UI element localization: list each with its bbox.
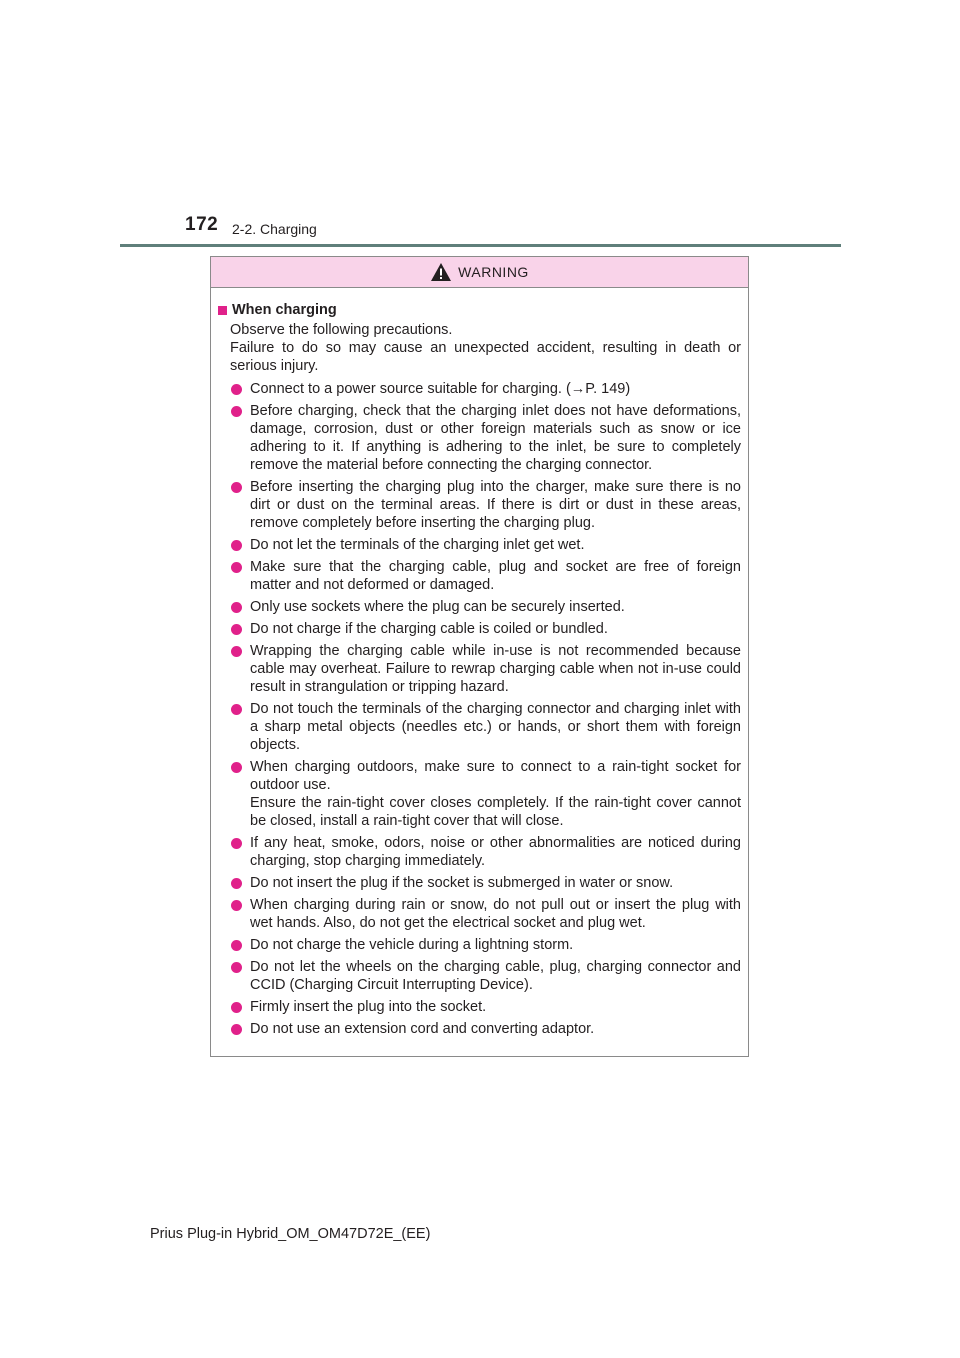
warning-heading [218, 301, 741, 319]
bullet-dot-icon [231, 384, 242, 395]
footer-document-id: Prius Plug-in Hybrid_OM_OM47D72E_(EE) [150, 1226, 431, 1242]
list-item-text: When charging outdoors, make sure to connect to a rain-tight socket for outdoor use. Ensure the rain-tight cover closes completely. If the rain-tight cover cannot be closed, install a rain-tight cover that will close. [250, 759, 741, 829]
list-item [218, 536, 741, 554]
square-bullet-icon [218, 306, 227, 315]
list-item [218, 478, 741, 532]
bullet-dot-icon [231, 962, 242, 973]
list-item-text: Do not touch the terminals of the charging connector and charging inlet with a sharp metal objects (needles etc.) or hands, or short them with foreign objects. [250, 701, 741, 753]
section-title: 2-2. Charging [232, 221, 317, 237]
bullet-dot-icon [231, 562, 242, 573]
intro-line: Observe the following precautions. [230, 322, 453, 338]
list-item [218, 642, 741, 696]
bullet-dot-icon [231, 482, 242, 493]
page-number: 172 [185, 214, 219, 235]
bullet-dot-icon [231, 602, 242, 613]
bullet-dot-icon [231, 762, 242, 773]
list-item-text: Do not use an extension cord and converting adaptor. [250, 1021, 595, 1037]
bullet-dot-icon [231, 624, 242, 635]
list-item [218, 874, 741, 892]
bullet-dot-icon [231, 646, 242, 657]
list-item-text: Do not charge the vehicle during a lightning storm. [250, 937, 574, 953]
list-item [218, 598, 741, 616]
precaution-list [218, 380, 741, 1038]
list-item-text: Connect to a power source suitable for charging. (→P. 149) [250, 381, 631, 397]
list-item [218, 936, 741, 954]
bullet-dot-icon [231, 878, 242, 889]
list-item [218, 758, 741, 830]
warning-heading-text: When charging [232, 302, 337, 318]
list-item [218, 380, 741, 398]
list-item-text: Firmly insert the plug into the socket. [250, 999, 487, 1015]
warning-body [211, 288, 748, 1038]
list-item [218, 998, 741, 1016]
warning-box [210, 256, 749, 1057]
list-item [218, 558, 741, 594]
bullet-dot-icon [231, 540, 242, 551]
list-item-text: Do not charge if the charging cable is coiled or bundled. [250, 621, 608, 637]
list-item-text: Do not let the wheels on the charging cable, plug, charging connector and CCID (Charging Circuit Interrupting Device). [250, 959, 741, 993]
list-item-text: Only use sockets where the plug can be securely inserted. [250, 599, 625, 615]
intro-line: Failure to do so may cause an unexpected accident, resulting in death or serious injury. [230, 340, 741, 374]
warning-triangle-icon [430, 262, 452, 282]
list-item [218, 402, 741, 474]
list-item-text: Make sure that the charging cable, plug and socket are free of foreign matter and not deformed or damaged. [250, 559, 741, 593]
list-item-text: When charging during rain or snow, do not pull out or insert the plug with wet hands. Also, do not get the electrical socket and plug wet. [250, 897, 741, 931]
list-item [218, 896, 741, 932]
list-item [218, 958, 741, 994]
header-divider [120, 244, 841, 247]
warning-title: WARNING [458, 264, 529, 280]
bullet-dot-icon [231, 900, 242, 911]
list-item [218, 700, 741, 754]
list-item-text: Before charging, check that the charging inlet does not have deformations, damage, corrosion, dust or other foreign materials such as snow or ice adhering to it. If anything is adhering to the inlet, be sure to completely remove the material before connecting the charging connector. [250, 403, 741, 473]
list-item [218, 620, 741, 638]
list-item [218, 1020, 741, 1038]
list-item-text: Wrapping the charging cable while in-use is not recommended because cable may overheat. Failure to rewrap charging cable when not in-use could result in strangulation or tripping hazard. [250, 643, 741, 695]
bullet-dot-icon [231, 406, 242, 417]
bullet-dot-icon [231, 1024, 242, 1035]
bullet-dot-icon [231, 838, 242, 849]
list-item-text: Do not insert the plug if the socket is submerged in water or snow. [250, 875, 674, 891]
bullet-dot-icon [231, 704, 242, 715]
bullet-dot-icon [231, 940, 242, 951]
list-item-text: Do not let the terminals of the charging inlet get wet. [250, 537, 585, 553]
list-item-text: If any heat, smoke, odors, noise or other abnormalities are noticed during charging, stop charging immediately. [250, 835, 741, 869]
list-item [218, 834, 741, 870]
list-item-text: Before inserting the charging plug into the charger, make sure there is no dirt or dust on the terminal areas. If there is dirt or dust in these areas, remove completely before inserting the charging plug. [250, 479, 741, 531]
bullet-dot-icon [231, 1002, 242, 1013]
warning-intro [230, 321, 741, 375]
warning-header [211, 257, 748, 288]
